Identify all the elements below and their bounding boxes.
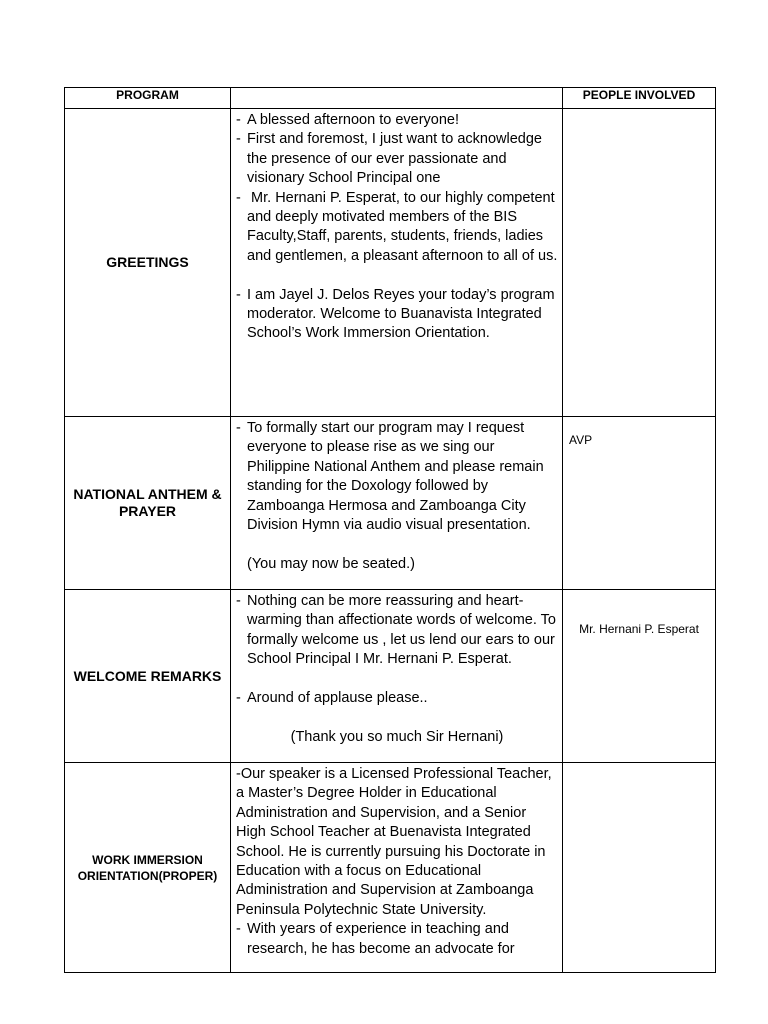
header-row xyxy=(65,88,716,109)
table-row xyxy=(65,590,716,763)
script-cell xyxy=(231,763,563,973)
script-cell xyxy=(231,109,563,417)
header-people: PEOPLE INVOLVED xyxy=(563,88,716,109)
script-line: - First and foremost, I just want to acknowledge the presence of our ever passionate and visionary School Principal one xyxy=(236,131,542,187)
script-line: - Nothing can be more reassuring and heart-warming than affectionate words of welcome. To formally welcome us , let us lend our ears to our School Principal I Mr. Hernani P. Esperat. xyxy=(236,593,556,668)
header-middle xyxy=(231,88,563,109)
script-line: - A blessed afternoon to everyone! xyxy=(236,112,460,128)
script-cell xyxy=(231,590,563,763)
table-row xyxy=(65,109,716,417)
people-cell xyxy=(563,763,716,973)
program-table xyxy=(64,87,716,973)
table-row xyxy=(65,417,716,590)
script-line: (Thank you so much Sir Hernani) xyxy=(290,728,504,745)
script-line: - To formally start our program may I request everyone to please rise as we sing our Philippine National Anthem and please remain standing for the Doxology followed by Zamboanga Hermosa and Zamboanga City Division Hymn via audio visual presentation. xyxy=(236,420,544,534)
script-line: - Mr. Hernani P. Esperat, to our highly competent and deeply motivated members of the BIS Faculty,Staff, parents, students, friends, ladies and gentlemen, a pleasant afternoon to all of us. xyxy=(236,189,558,264)
program-cell: GREETINGS xyxy=(65,109,231,417)
people-cell xyxy=(563,109,716,417)
script-line: - I am Jayel J. Delos Reyes your today’s program moderator. Welcome to Buanavista Integrated School’s Work Immersion Orientation. xyxy=(236,286,555,342)
script-line: - With years of experience in teaching and research, he has become an advocate for xyxy=(236,921,515,957)
program-cell: NATIONAL ANTHEM & PRAYER xyxy=(65,417,231,590)
script-cell xyxy=(231,417,563,590)
script-line: -Our speaker is a Licensed Professional Teacher, a Master’s Degree Holder in Educational Administration and Supervision, and a Senior High School Teacher at Buenavista Integrated School. He is currently pursuing his Doctorate in Education with a focus on Educational Administration and Supervision at Zamboanga Peninsula Polytechnic State University. xyxy=(236,766,552,918)
header-program: PROGRAM xyxy=(65,88,231,109)
script-line: (You may now be seated.) xyxy=(247,555,415,572)
people-cell: AVP xyxy=(563,417,716,590)
script-line: - Around of applause please.. xyxy=(236,690,428,707)
program-cell: WORK IMMERSION ORIENTATION(PROPER) xyxy=(65,763,231,973)
program-cell: WELCOME REMARKS xyxy=(65,590,231,763)
people-cell: Mr. Hernani P. Esperat xyxy=(563,590,716,763)
table-row xyxy=(65,763,716,973)
